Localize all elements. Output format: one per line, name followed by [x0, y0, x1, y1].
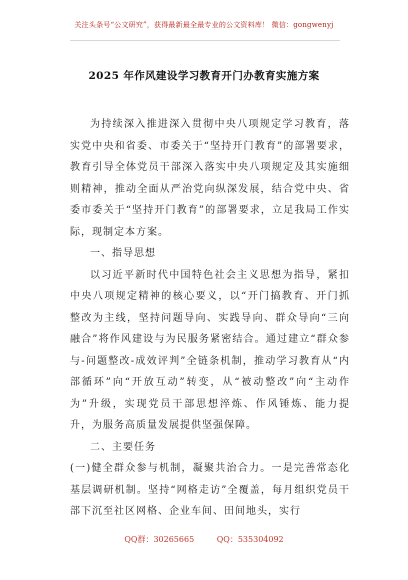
footer-contact	[0, 534, 408, 545]
document-body	[70, 114, 350, 523]
document-title: 2025 年作风建设学习教育开门办教育实施方案	[88, 70, 320, 82]
section-heading-guiding-ideology: 一、指导思想	[90, 248, 156, 259]
header-banner: 关注头条号“公文研究”，获得最新最全最专业的公文资料库！ 微信：gongwenyj	[74, 21, 334, 29]
intro-paragraph: 为持续深入推进深入贯彻中央八项规定学习教育，落实党中央和省委、市委关于“坚持开门教育”的部署要求，教育引导全体党员干部深入落实中央八项规定及其实施细则精神，推动全面从严治党向纵深发展，结合党中央、省委市委关于“坚持开门教育”的部署要求，立足我局工作实际，现制定本方案。	[70, 119, 350, 238]
footer-qq-number: QQ：535304092	[216, 535, 284, 544]
header-divider	[70, 40, 340, 41]
task-one-paragraph: (一)健全群众参与机制，凝聚共治合力。一是完善常态化基层调研机制。坚持“网格走访”全覆盖，每月组织党员干部下沉至社区网格、企业车间、田间地头，实行	[70, 463, 350, 517]
footer-qq-group: QQ群：30265665	[124, 535, 195, 544]
section-heading-main-tasks: 二、主要任务	[90, 441, 156, 453]
guiding-ideology-paragraph: 以习近平新时代中国特色社会主义思想为指导，紧扣中央八项规定精神的核心要义，以“开门搞教育、开门抓整改为主线，坚持问题导向、实践导向、群众导向“三向融合”将作风建设与为民服务紧密结合。通过建立“群众参与-问题整改-成效评判”全链条机制，推动学习教育从“内部循环”向“开放互动”转变，从“被动整改”向“主动作为”升级，实现党员干部思想淬炼、作风锤炼、能力提升，为服务高质量发展提供坚强保障。	[70, 269, 350, 431]
